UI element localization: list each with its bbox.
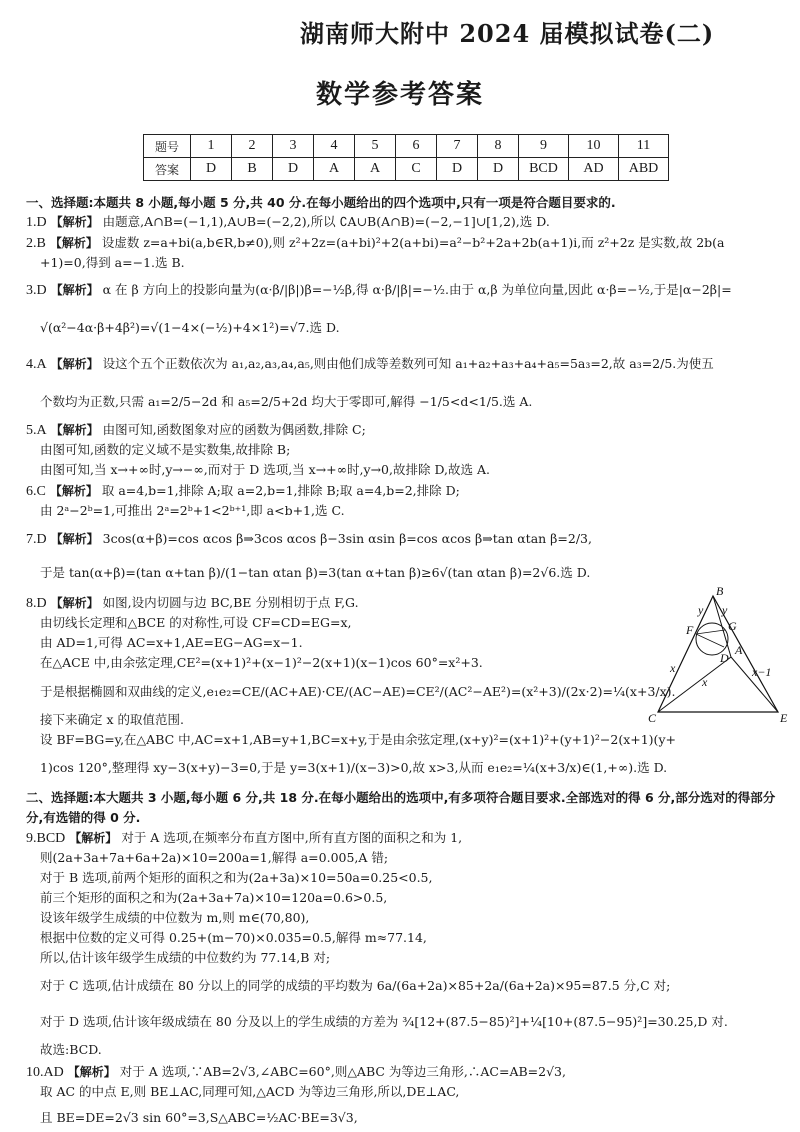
solution-8-line8: 1)cos 120°,整理得 xy−3(x+y)−3=0,于是 y=3(x+1)/(x−3)>0,故 x>3,从而 e₁e₂=¼(x+3/x)∈(1,+∞).选 D. bbox=[40, 760, 668, 775]
q-label: 1.D bbox=[26, 215, 47, 230]
answer-key-title: 数学参考答案 bbox=[315, 80, 484, 110]
label-x-minus-1: x−1 bbox=[752, 665, 772, 679]
label-b: B bbox=[716, 584, 724, 598]
solution-7 bbox=[26, 530, 592, 548]
q-number: 1 bbox=[191, 135, 232, 158]
solution-6-line2: 由 2ᵃ−2ᵇ=1,可推出 2ᵃ=2ᵇ+1<2ᵇ⁺¹,即 a<b+1,选 C. bbox=[40, 503, 345, 518]
solution-5-line3: 由图可知,当 x→+∞时,y→−∞,而对于 D 选项,当 x→+∞时,y→0,故排除 D,故选 A. bbox=[40, 462, 490, 477]
solution-8-line3: 由 AD=1,可得 AC=x+1,AE=EG−AG=x−1. bbox=[40, 635, 303, 650]
segment-ca bbox=[658, 657, 731, 712]
solution-8 bbox=[26, 593, 359, 612]
analysis-tag: 【解析】 bbox=[50, 357, 99, 371]
analysis-tag: 【解析】 bbox=[50, 283, 99, 297]
q-answer: A bbox=[314, 158, 355, 181]
section-heading-1: 一、选择题:本题共 8 小题,每小题 5 分,共 40 分.在每小题给出的四个选项中,只有一项是符合题目要求的. bbox=[26, 195, 616, 210]
solution-10-line2: 取 AC 的中点 E,则 BE⊥AC,同理可知,△ACD 为等边三角形,所以,DE⊥AC, bbox=[40, 1084, 460, 1099]
q-answer: B bbox=[232, 158, 273, 181]
solution-text: 取 a=4,b=1,排除 A;取 a=2,b=1,排除 B;取 a=4,b=2,排除 D; bbox=[101, 483, 460, 498]
solution-5-line2: 由图可知,函数的定义域不是实数集,故排除 B; bbox=[40, 442, 291, 457]
exam-title: 湖南师大附中 2024 届模拟试卷(二) bbox=[300, 19, 715, 48]
analysis-tag: 【解析】 bbox=[50, 215, 99, 229]
solution-text: α 在 β 方向上的投影向量为(α·β/|β|)β=−½β,得 α·β/|β|=−½.由于 α,β 为单位向量,因此 α·β=−½,于是|α−2β|= bbox=[102, 282, 732, 297]
label-x-mid: x bbox=[702, 675, 708, 689]
q-number: 5 bbox=[355, 135, 396, 158]
solution-8-line7: 设 BF=BG=y,在△ABC 中,AC=x+1,AB=y+1,BC=x+y,于是由余弦定理,(x+y)²=(x+1)²+(y+1)²−2(x+1)(y+ bbox=[40, 732, 676, 747]
solution-8-line2: 由切线长定理和△BCE 的对称性,可设 CF=CD=EG=x, bbox=[40, 615, 352, 630]
q-number: 7 bbox=[437, 135, 478, 158]
label-c: C bbox=[648, 711, 657, 724]
q-number: 6 bbox=[396, 135, 437, 158]
chord-fd bbox=[696, 634, 724, 647]
solution-9-line5: 设该年级学生成绩的中位数为 m,则 m∈(70,80), bbox=[40, 910, 310, 925]
q-number: 8 bbox=[478, 135, 519, 158]
solution-2-cont: +1)=0,得到 a=−1.选 B. bbox=[40, 255, 185, 270]
analysis-tag: 【解析】 bbox=[50, 423, 99, 437]
q-answer: A bbox=[355, 158, 396, 181]
solution-10 bbox=[26, 1062, 566, 1081]
solution-9-line6: 根据中位数的定义可得 0.25+(m−70)×0.035=0.5,解得 m≈77.14, bbox=[40, 930, 427, 945]
analysis-tag: 【解析】 bbox=[49, 236, 98, 250]
solution-9 bbox=[26, 828, 462, 847]
triangle-incircle-figure bbox=[640, 584, 790, 724]
q-answer: D bbox=[478, 158, 519, 181]
q-answer: ABD bbox=[619, 158, 669, 181]
q-number: 2 bbox=[232, 135, 273, 158]
q-label: 2.B bbox=[26, 236, 46, 251]
q-label: 7.D bbox=[26, 532, 47, 547]
answer-table bbox=[143, 134, 669, 181]
solution-8-line4: 在△ACE 中,由余弦定理,CE²=(x+1)²+(x−1)²−2(x+1)(x−1)cos 60°=x²+3. bbox=[40, 655, 483, 670]
analysis-tag: 【解析】 bbox=[49, 484, 98, 498]
label-a: A bbox=[735, 643, 743, 657]
q-answer: C bbox=[396, 158, 437, 181]
solution-text: 3cos(α+β)=cos αcos β⇒3cos αcos β−3sin αsin β=cos αcos β⇒tan αtan β=2/3, bbox=[102, 531, 592, 546]
label-e: E bbox=[780, 711, 788, 724]
q-label: 8.D bbox=[26, 596, 47, 611]
q-label: 10.AD bbox=[26, 1065, 64, 1080]
solution-5 bbox=[26, 420, 366, 439]
solution-9-line4: 前三个矩形的面积之和为(2a+3a+7a)×10=120a=0.6>0.5, bbox=[40, 890, 388, 905]
q-answer: D bbox=[437, 158, 478, 181]
solution-1 bbox=[26, 212, 550, 231]
solution-3 bbox=[26, 280, 732, 299]
analysis-tag: 【解析】 bbox=[50, 596, 99, 610]
q-label: 9.BCD bbox=[26, 831, 66, 846]
q-number: 10 bbox=[569, 135, 619, 158]
solution-9-line8: 对于 C 选项,估计成绩在 80 分以上的同学的成绩的平均数为 6a/(6a+2a)×85+2a/(6a+2a)×95=87.5 分,C 对; bbox=[40, 978, 671, 993]
label-g: G bbox=[728, 619, 737, 633]
answer-table-answer-row bbox=[144, 158, 669, 181]
q-label: 4.A bbox=[26, 357, 47, 372]
row-label-number: 题号 bbox=[144, 135, 191, 158]
q-label: 3.D bbox=[26, 283, 47, 298]
solution-8-line6: 接下来确定 x 的取值范围. bbox=[40, 712, 184, 727]
answer-table-number-row bbox=[144, 135, 669, 158]
q-answer: D bbox=[191, 158, 232, 181]
q-number: 11 bbox=[619, 135, 669, 158]
q-label: 5.A bbox=[26, 423, 47, 438]
solution-text: 设虚数 z=a+bi(a,b∈R,b≠0),则 z²+2z=(a+bi)²+2(a+bi)=a²−b²+2a+2b(a+1)i,而 z²+2z 是实数,故 2b(a bbox=[101, 235, 725, 250]
q-label: 6.C bbox=[26, 484, 46, 499]
solution-text: 对于 A 选项,在频率分布直方图中,所有直方图的面积之和为 1, bbox=[121, 830, 463, 845]
solution-6 bbox=[26, 481, 460, 500]
section-heading-2-cont: 分,有选错的得 0 分. bbox=[26, 810, 141, 825]
label-y-right: y bbox=[722, 603, 728, 617]
q-answer: D bbox=[273, 158, 314, 181]
q-number: 4 bbox=[314, 135, 355, 158]
solution-10-line3: 且 BE=DE=2√3 sin 60°=3,S△ABC=½AC·BE=3√3, bbox=[40, 1110, 358, 1125]
label-x-left: x bbox=[670, 661, 676, 675]
chord-fg bbox=[696, 630, 725, 634]
row-label-answer: 答案 bbox=[144, 158, 191, 181]
solution-text: 对于 A 选项,∵AB=2√3,∠ABC=60°,则△ABC 为等边三角形,∴AC=AB=2√3, bbox=[119, 1064, 566, 1079]
label-d: D bbox=[720, 651, 729, 665]
solution-9-line3: 对于 B 选项,前两个矩形的面积之和为(2a+3a)×10=50a=0.25<0.5, bbox=[40, 870, 433, 885]
solution-9-line2: 则(2a+3a+7a+6a+2a)×10=200a=1,解得 a=0.005,A 错; bbox=[40, 850, 389, 865]
q-number: 3 bbox=[273, 135, 314, 158]
solution-text: 由图可知,函数图象对应的函数为偶函数,排除 C; bbox=[102, 422, 366, 437]
solution-text: 设这个五个正数依次为 a₁,a₂,a₃,a₄,a₅,则由他们成等差数列可知 a₁+a₂+a₃+a₄+a₅=5a₃=2,故 a₃=2/5.为使五 bbox=[102, 356, 714, 371]
q-answer: AD bbox=[569, 158, 619, 181]
label-f: F bbox=[686, 623, 694, 637]
solution-4 bbox=[26, 354, 714, 373]
q-answer: BCD bbox=[519, 158, 569, 181]
analysis-tag: 【解析】 bbox=[50, 532, 99, 546]
analysis-tag: 【解析】 bbox=[69, 831, 118, 845]
label-y-left: y bbox=[698, 603, 704, 617]
solution-text: 如图,设内切圆与边 BC,BE 分别相切于点 F,G. bbox=[102, 595, 359, 610]
solution-9-line9: 对于 D 选项,估计该年级成绩在 80 分及以上的学生成绩的方差为 ¾[12+(87.5−85)²]+¼[10+(87.5−95)²]=30.25,D 对. bbox=[40, 1014, 728, 1029]
analysis-tag: 【解析】 bbox=[67, 1065, 116, 1079]
section-heading-2: 二、选择题:本大题共 3 小题,每小题 6 分,共 18 分.在每小题给出的选项中,有多项符合题目要求.全部选对的得 6 分,部分选对的得部分 bbox=[26, 790, 776, 805]
q-number: 9 bbox=[519, 135, 569, 158]
solution-9-line10: 故选:BCD. bbox=[40, 1042, 102, 1057]
solution-7-line2: 于是 tan(α+β)=(tan α+tan β)/(1−tan αtan β)=3(tan α+tan β)≥6√(tan αtan β)=2√6.选 D. bbox=[40, 565, 591, 580]
solution-3-cont: √(α²−4α·β+4β²)=√(1−4×(−½)+4×1²)=√7.选 D. bbox=[40, 320, 340, 335]
solution-text: 由题意,A∩B=(−1,1),A∪B=(−2,2),所以 ∁A∪B(A∩B)=(−2,−1]∪[1,2),选 D. bbox=[102, 214, 550, 229]
solution-4-cont: 个数均为正数,只需 a₁=2/5−2d 和 a₅=2/5+2d 均大于零即可,解得 −1/5<d<1/5.选 A. bbox=[40, 394, 533, 409]
solution-9-line7: 所以,估计该年级学生成绩的中位数约为 77.14,B 对; bbox=[40, 950, 331, 965]
solution-8-line5: 于是根据椭圆和双曲线的定义,e₁e₂=CE/(AC+AE)·CE/(AC−AE)=CE²/(AC²−AE²)=(x²+3)/(2x·2)=¼(x+3/x). bbox=[40, 684, 676, 699]
solution-2 bbox=[26, 233, 725, 252]
